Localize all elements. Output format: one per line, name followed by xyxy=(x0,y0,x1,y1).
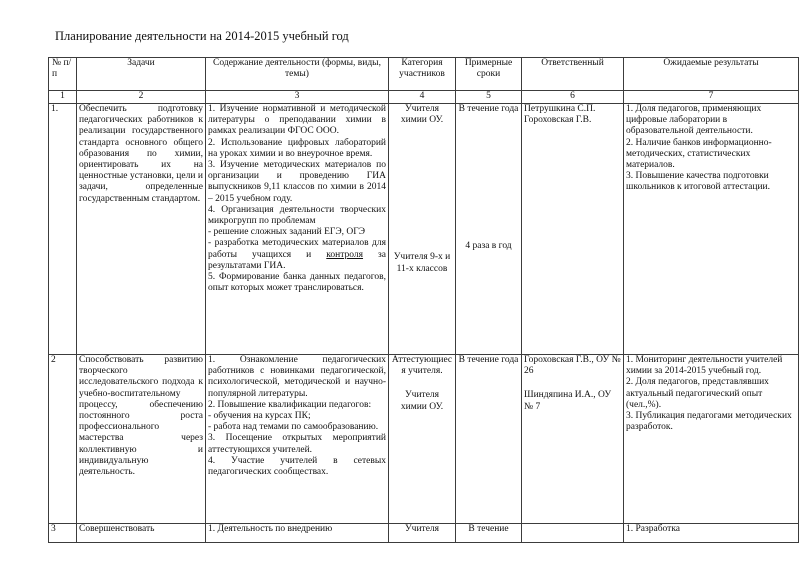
content-paragraph: 1. Ознакомление педагогических работников с новинками педагогической, психологической, методической и научно-популярной литературы. xyxy=(208,355,386,399)
table-row xyxy=(49,355,799,524)
spacer xyxy=(524,377,621,390)
table-header-row xyxy=(49,58,799,91)
cell-r3-num: 3 xyxy=(49,524,77,543)
text-segment: за результатами ГИА. xyxy=(208,249,386,271)
responsible-name: Гороховская Г.В. xyxy=(524,115,592,126)
content-paragraph: 3. Посещение открытых мероприятий аттестующихся учителей. xyxy=(208,433,386,455)
table-row xyxy=(49,524,799,543)
planning-table xyxy=(48,57,799,543)
header-num: № п/п xyxy=(49,58,77,91)
spacer xyxy=(391,377,453,390)
participants-bottom: Учителя химии ОУ. xyxy=(400,390,444,412)
colnum-7: 7 xyxy=(624,91,799,104)
underlined-word: контроля xyxy=(326,249,364,260)
dates-top: В течение года xyxy=(458,104,519,114)
colnum-4: 4 xyxy=(389,91,456,104)
table-row xyxy=(49,104,799,355)
cell-r2-responsible xyxy=(522,355,624,524)
colnum-6: 6 xyxy=(522,91,624,104)
results-paragraph: 2. Доля педагогов, представлявших актуальный педагогический опыт (чел.,%). xyxy=(626,377,769,410)
dates-top: В течение года xyxy=(458,355,519,365)
content-paragraph: - решение сложных заданий ЕГЭ, ОГЭ xyxy=(208,227,366,238)
responsible-name: Гороховская Г.В., ОУ № 26 xyxy=(524,355,621,377)
cell-r1-tasks: Обеспечить подготовку педагогических работников к реализации государственного стандарта основного общего образования по химии, ориентировать их на ценностные установки, цели и задачи, определенные государственным стандартом. xyxy=(77,104,206,355)
responsible-name: Петрушкина С.П. xyxy=(524,104,596,114)
header-responsible: Ответственный xyxy=(522,58,624,91)
content-paragraph: - работа над темами по самообразованию. xyxy=(208,422,379,433)
cell-r2-results xyxy=(624,355,799,524)
content-paragraph: 2. Использование цифровых лабораторий на уроках химии и во внеурочное время. xyxy=(208,137,386,159)
content-paragraph xyxy=(208,238,386,272)
cell-r3-responsible xyxy=(522,524,624,543)
results-paragraph: 2. Наличие банков информационно-методических, статистических материалов. xyxy=(626,137,772,171)
spacer xyxy=(391,126,453,252)
content-paragraph: 3. Изучение методических материалов по организации и проведению ГИА выпускников 9,11 классов по химии в 2014 – 2015 учебном году. xyxy=(208,160,386,204)
cell-r1-content xyxy=(206,104,389,355)
cell-r1-participants xyxy=(389,104,456,355)
colnum-1: 1 xyxy=(49,91,77,104)
cell-r2-tasks: Способствовать развитию творческого исследовательского подхода к учебно-воспитательному процессу, обеспечению постоянного роста профессионального мастерства через коллективную и индивидуальную деятельность. xyxy=(77,355,206,524)
participants-top: Аттестующиеся учителя. xyxy=(391,355,453,377)
cell-r1-num: 1. xyxy=(49,104,77,355)
colnum-3: 3 xyxy=(206,91,389,104)
cell-r2-content xyxy=(206,355,389,524)
content-paragraph: 1. Изучение нормативной и методической литературы о преподавании химии в рамках реализации ФГОС ООО. xyxy=(208,104,386,137)
results-paragraph: 3. Публикация педагогами методических разработок. xyxy=(626,411,792,433)
dates-bottom: 4 раза в год xyxy=(465,241,512,252)
cell-r1-results xyxy=(624,104,799,355)
content-paragraph: 2. Повышение квалификации педагогов: xyxy=(208,399,372,410)
text-segment: - разработка методических материалов для работы учащихся и xyxy=(208,238,386,260)
header-dates: Примерные сроки xyxy=(456,58,522,91)
content-paragraph: 4. Участие учителей в сетевых педагогических сообществах. xyxy=(208,455,386,478)
cell-r3-tasks: Совершенствовать xyxy=(77,524,206,543)
column-number-row xyxy=(49,91,799,104)
content-paragraph: - обучения на курсах ПК; xyxy=(208,411,311,422)
results-paragraph: 1. Доля педагогов, применяющих цифровые лаборатории в образовательной деятельности. xyxy=(626,104,762,137)
cell-r2-participants xyxy=(389,355,456,524)
colnum-2: 2 xyxy=(77,91,206,104)
colnum-5: 5 xyxy=(456,91,522,104)
participants-top: Учителя химии ОУ. xyxy=(400,104,444,126)
participants-bottom: Учителя 9-х и 11-х классов xyxy=(393,252,451,274)
cell-r1-responsible xyxy=(522,104,624,355)
cell-r2-num: 2 xyxy=(49,355,77,524)
cell-r2-dates xyxy=(456,355,522,524)
cell-r1-dates xyxy=(456,104,522,355)
header-results: Ожидаемые результаты xyxy=(624,58,799,91)
cell-r3-dates: В течение xyxy=(456,524,522,543)
header-participants: Категория участников xyxy=(389,58,456,91)
content-paragraph: 4. Организация деятельности творческих микрогрупп по проблемам xyxy=(208,204,386,227)
results-paragraph: 3. Повышение качества подготовки школьников к итоговой аттестации. xyxy=(626,171,771,193)
cell-r3-content: 1. Деятельность по внедрению xyxy=(206,524,389,543)
page-title: Планирование деятельности на 2014-2015 учебный год xyxy=(55,29,349,43)
spacer xyxy=(458,115,519,241)
results-paragraph: 1. Мониторинг деятельности учителей химии за 2014-2015 учебный год. xyxy=(626,355,783,377)
content-paragraph: 5. Формирование банка данных педагогов, опыт которых может транслироваться. xyxy=(208,272,386,294)
header-content: Содержание деятельности (формы, виды, темы) xyxy=(206,58,389,91)
cell-r3-participants: Учителя xyxy=(389,524,456,543)
responsible-name: Шиндяпина И.А., ОУ № 7 xyxy=(524,390,612,412)
cell-r3-results: 1. Разработка xyxy=(624,524,799,543)
header-tasks: Задачи xyxy=(77,58,206,91)
